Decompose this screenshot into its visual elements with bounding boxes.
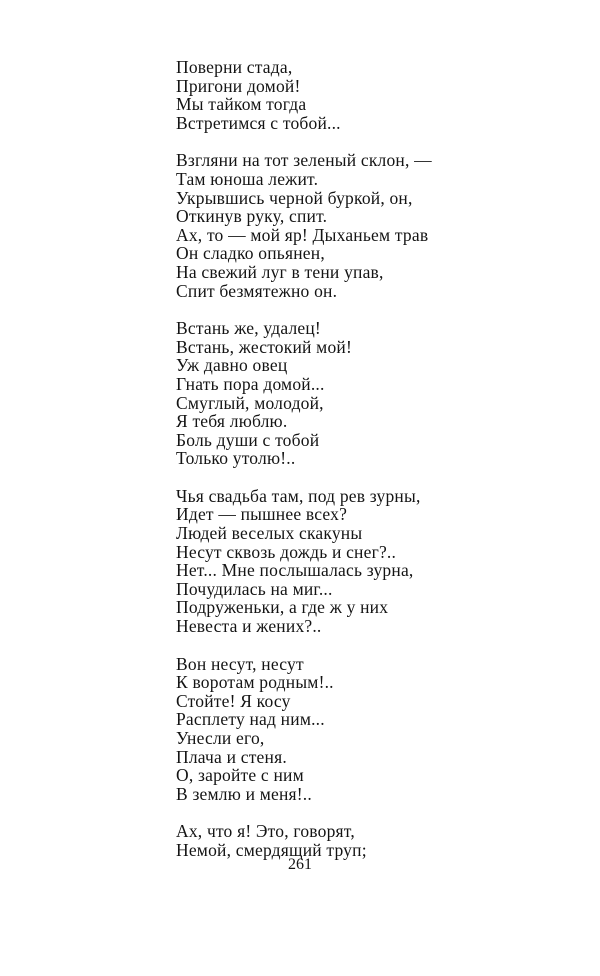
poem-line: О, заройте с ним <box>176 765 304 786</box>
poem-line: Подруженьки, а где ж у них <box>176 597 389 618</box>
poem-line: Гнать пора домой... <box>176 373 325 394</box>
poem-line: К воротам родным!.. <box>176 672 334 693</box>
poem-line: Спит безмятежно он. <box>176 280 338 301</box>
stanza-2 <box>176 151 496 300</box>
stanza-4 <box>176 487 496 636</box>
poem-line: Взгляни на тот зеленый склон, — <box>176 150 432 171</box>
poem-line: Боль души с тобой <box>176 429 320 450</box>
poem-line: Плача и стеня. <box>176 746 287 767</box>
poem-line: Встань же, удалец! <box>176 318 321 339</box>
page-number: 261 <box>288 856 312 873</box>
stanza-5 <box>176 655 496 804</box>
poem-line: Ах, то — мой яр! Дыханьем трав <box>176 224 429 245</box>
poem-line: Чья свадьба там, под рев зурны, <box>176 485 421 506</box>
poem-line: Откинув руку, спит. <box>176 206 328 227</box>
poem-line: Стойте! Я косу <box>176 690 291 711</box>
poem-line: Немой, смердящий труп; <box>176 839 367 860</box>
poem-line: Укрывшись черной буркой, он, <box>176 187 413 208</box>
poem-line: Он сладко опьянен, <box>176 243 325 264</box>
poem-line: Нет... Мне послышалась зурна, <box>176 560 414 581</box>
stanza-6 <box>176 822 496 859</box>
poem-line: Несут сквозь дождь и снег?.. <box>176 541 397 562</box>
poem-line: Я тебя люблю. <box>176 411 288 432</box>
poem-line: Смуглый, молодой, <box>176 392 324 413</box>
poem-line: Встань, жестокий мой! <box>176 336 352 357</box>
poem-line: Вон несут, несут <box>176 653 304 674</box>
poem-line: Унесли его, <box>176 728 265 748</box>
poem-line: В землю и меня!.. <box>176 783 312 804</box>
poem-line: Идет — пышнее всех? <box>176 504 348 525</box>
poem-line: Встретимся с тобой... <box>176 112 341 133</box>
poem-line: Расплету над ним... <box>176 709 325 730</box>
poem-line: На свежий луг в тени упав, <box>176 261 384 282</box>
poem-line: Поверни стада, <box>176 57 293 77</box>
poem-line: Уж давно овец <box>176 355 288 376</box>
poem-line: Ах, что я! Это, говорят, <box>176 821 355 842</box>
poem-line: Мы тайком тогда <box>176 94 307 115</box>
stanza-1 <box>176 58 496 132</box>
poem-line: Людей веселых скакуны <box>176 523 363 544</box>
stanza-3 <box>176 319 496 468</box>
poem-line: Пригони домой! <box>176 75 301 96</box>
poem-line: Почудилась на миг... <box>176 578 333 599</box>
poem-text <box>176 58 496 879</box>
poem-line: Невеста и жених?.. <box>176 616 322 637</box>
poem-line: Там юноша лежит. <box>176 168 319 189</box>
poem-line: Только утолю!.. <box>176 448 296 469</box>
